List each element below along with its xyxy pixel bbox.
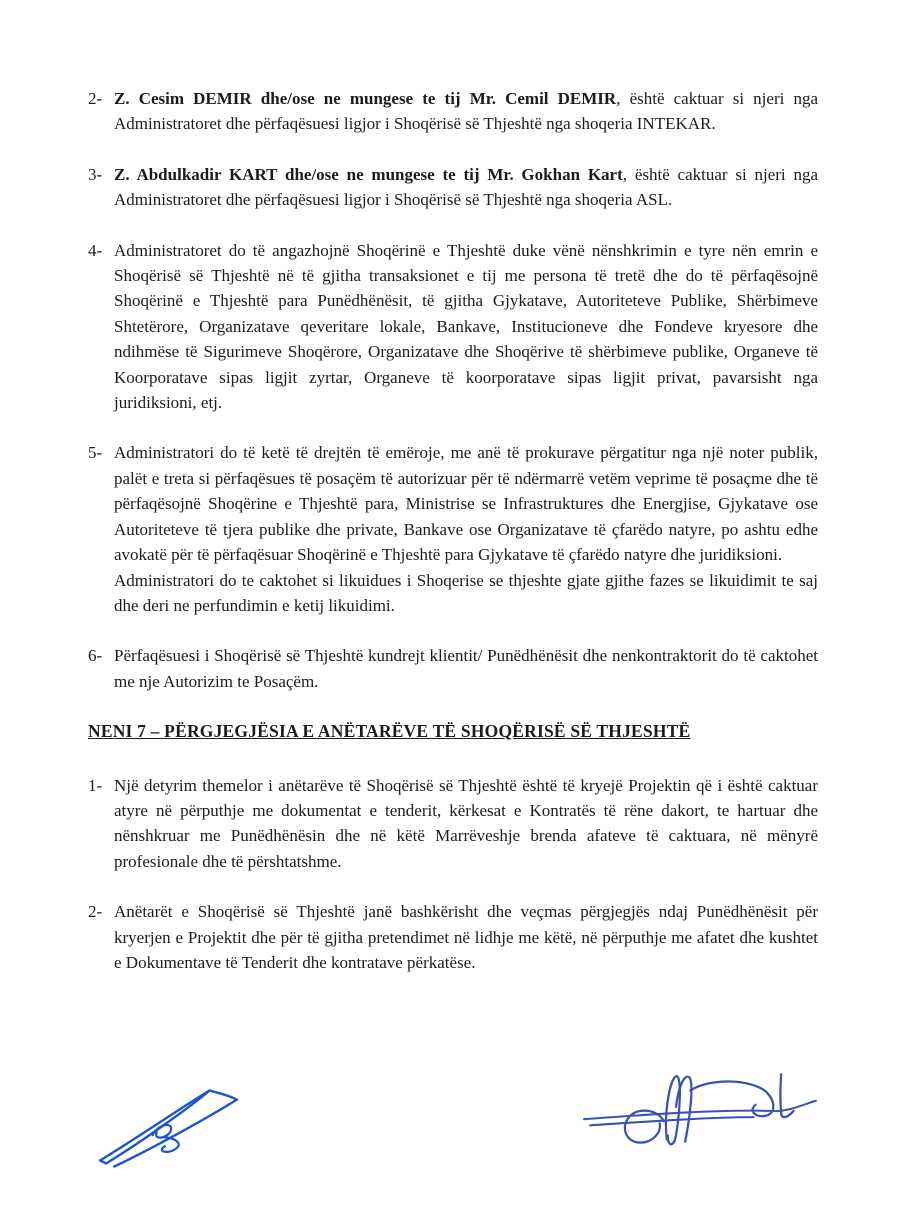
clause-text <box>114 86 818 137</box>
clause-text: Një detyrim themelor i anëtarëve të Shoqërisë së Thjeshtë është të kryejë Projektin që i është caktuar atyre në përputhje me dokumentat e tenderit, kërkesat e Kontratës të rëne dakort, te hartuar dhe nënshkruar me Punëdhënësin dhe në këtë Marrëveshje brenda afateve të caktuara, në mënyrë profesionale dhe të përshtatshme. <box>114 775 818 871</box>
clause-number: 5- <box>88 443 103 463</box>
clause-rest: , është caktuar si njeri nga Administratoret dhe përfaqësuesi ligjor i Shoqërisë së Thjeshtë nga shoqeria INTEKAR. <box>114 89 818 134</box>
signature-left-ink <box>96 1086 248 1168</box>
signature-stroke <box>666 1076 680 1144</box>
clause-paragraph-2: Administratori do te caktohet si likuidues i Shoqerise se thjeshte gjate gjithe fazes se likuidimit te saj dhe deri ne perfundimin e ketij likuidimi. <box>114 570 818 615</box>
clause-paragraph-1: Administratori do të ketë të drejtën të emëroje, me anë të prokurave përgatitur nga një noter publik, palët e treta si përfaqësues të posaçëm të autorizuar për të ndërmarrë vetëm veprime të posaçme dhe të përfaqësojnë Shoqërine e Thjeshtë para, Ministrise se Infrastruktures dhe Energjise, Gjykatave ose Autoriteteve të tjera publike dhe private, Bankave ose Organizatave të çfarëdo natyre, po ashtu edhe avokatë për të përfaqësuar Shoqërinë e Thjeshtë para Gjykatave të çfarëdo natyre dhe juridiksioni. <box>114 443 818 565</box>
signature-stroke <box>100 1091 209 1164</box>
neni7-clause-1 <box>88 773 818 875</box>
signature-stroke <box>114 1091 237 1167</box>
clause-text <box>114 440 818 618</box>
clause-6 <box>88 643 818 694</box>
signature-stroke <box>590 1117 753 1125</box>
clause-bold-names: Z. Abdulkadir KART dhe/ose ne mungese te tij Mr. Gokhan Kart <box>114 164 623 184</box>
neni7-clause-2 <box>88 899 818 975</box>
clause-2 <box>88 86 818 137</box>
clause-number: 3- <box>88 164 103 184</box>
clause-number: 1- <box>88 775 103 795</box>
clause-text: Administratoret do të angazhojnë Shoqërinë e Thjeshtë duke vënë nënshkrimin e tyre nën emrin e Shoqërisë së Thjeshtë në të gjitha transaksionet e tij me persona të tretë dhe do të përfaqësojnë Shoqërinë e Thjeshtë para Punëdhënësit, të gjitha Gjykatave, Autoriteteve Publike, Shërbimeve Shtetërore, Organizatave qeveritare lokale, Bankave, Institucioneve dhe Fondeve kryesore dhe ndihmëse të Sigurimeve Shoqërore, Organizatave dhe Shoqërive të shërbimeve publike, Organeve të Koorporatave sipas ligjit zyrtar, Organeve të koorporatave sipas ligjit privat, pavarsisht nga juridiksioni, etj. <box>114 240 818 413</box>
document-body <box>88 86 818 1000</box>
clause-bold-names: Z. Cesim DEMIR dhe/ose ne mungese te tij Mr. Cemil DEMIR <box>114 89 617 108</box>
clause-text <box>114 162 818 213</box>
clause-text: Përfaqësuesi i Shoqërisë së Thjeshtë kundrejt klientit/ Punëdhënësit dhe nenkontraktorit do të caktohet me nje Autorizim te Posaçëm. <box>114 646 818 691</box>
signature-stroke <box>153 1125 171 1138</box>
section-heading-neni-7 <box>88 719 818 744</box>
clause-5 <box>88 440 818 618</box>
clause-text: Anëtarët e Shoqërisë së Thjeshtë janë bashkërisht dhe veçmas përgjegjës ndaj Punëdhënësit për kryerjen e Projektit dhe për të gjitha pretendimet në lidhje me këtë, në përputhje me afatet dhe kushtet e Dokumentave të Tenderit dhe kontratave përkatëse. <box>114 902 818 972</box>
section-heading-text: NENI 7 – PËRGJEGJËSIA E ANËTARËVE TË SHOQËRISË SË THJESHTË <box>88 721 691 742</box>
signature-right-ink <box>580 1068 820 1154</box>
clause-4 <box>88 238 818 416</box>
clause-number: 4- <box>88 240 103 260</box>
clause-rest: , është caktuar si njeri nga Administratoret dhe përfaqësuesi ligjor i Shoqërisë së Thjeshtë nga shoqeria ASL. <box>114 164 818 210</box>
clause-number: 6- <box>88 646 103 666</box>
clause-number: 2- <box>88 89 103 108</box>
clause-number: 2- <box>88 902 103 922</box>
signature-stroke <box>162 1137 179 1152</box>
clause-3 <box>88 162 818 213</box>
